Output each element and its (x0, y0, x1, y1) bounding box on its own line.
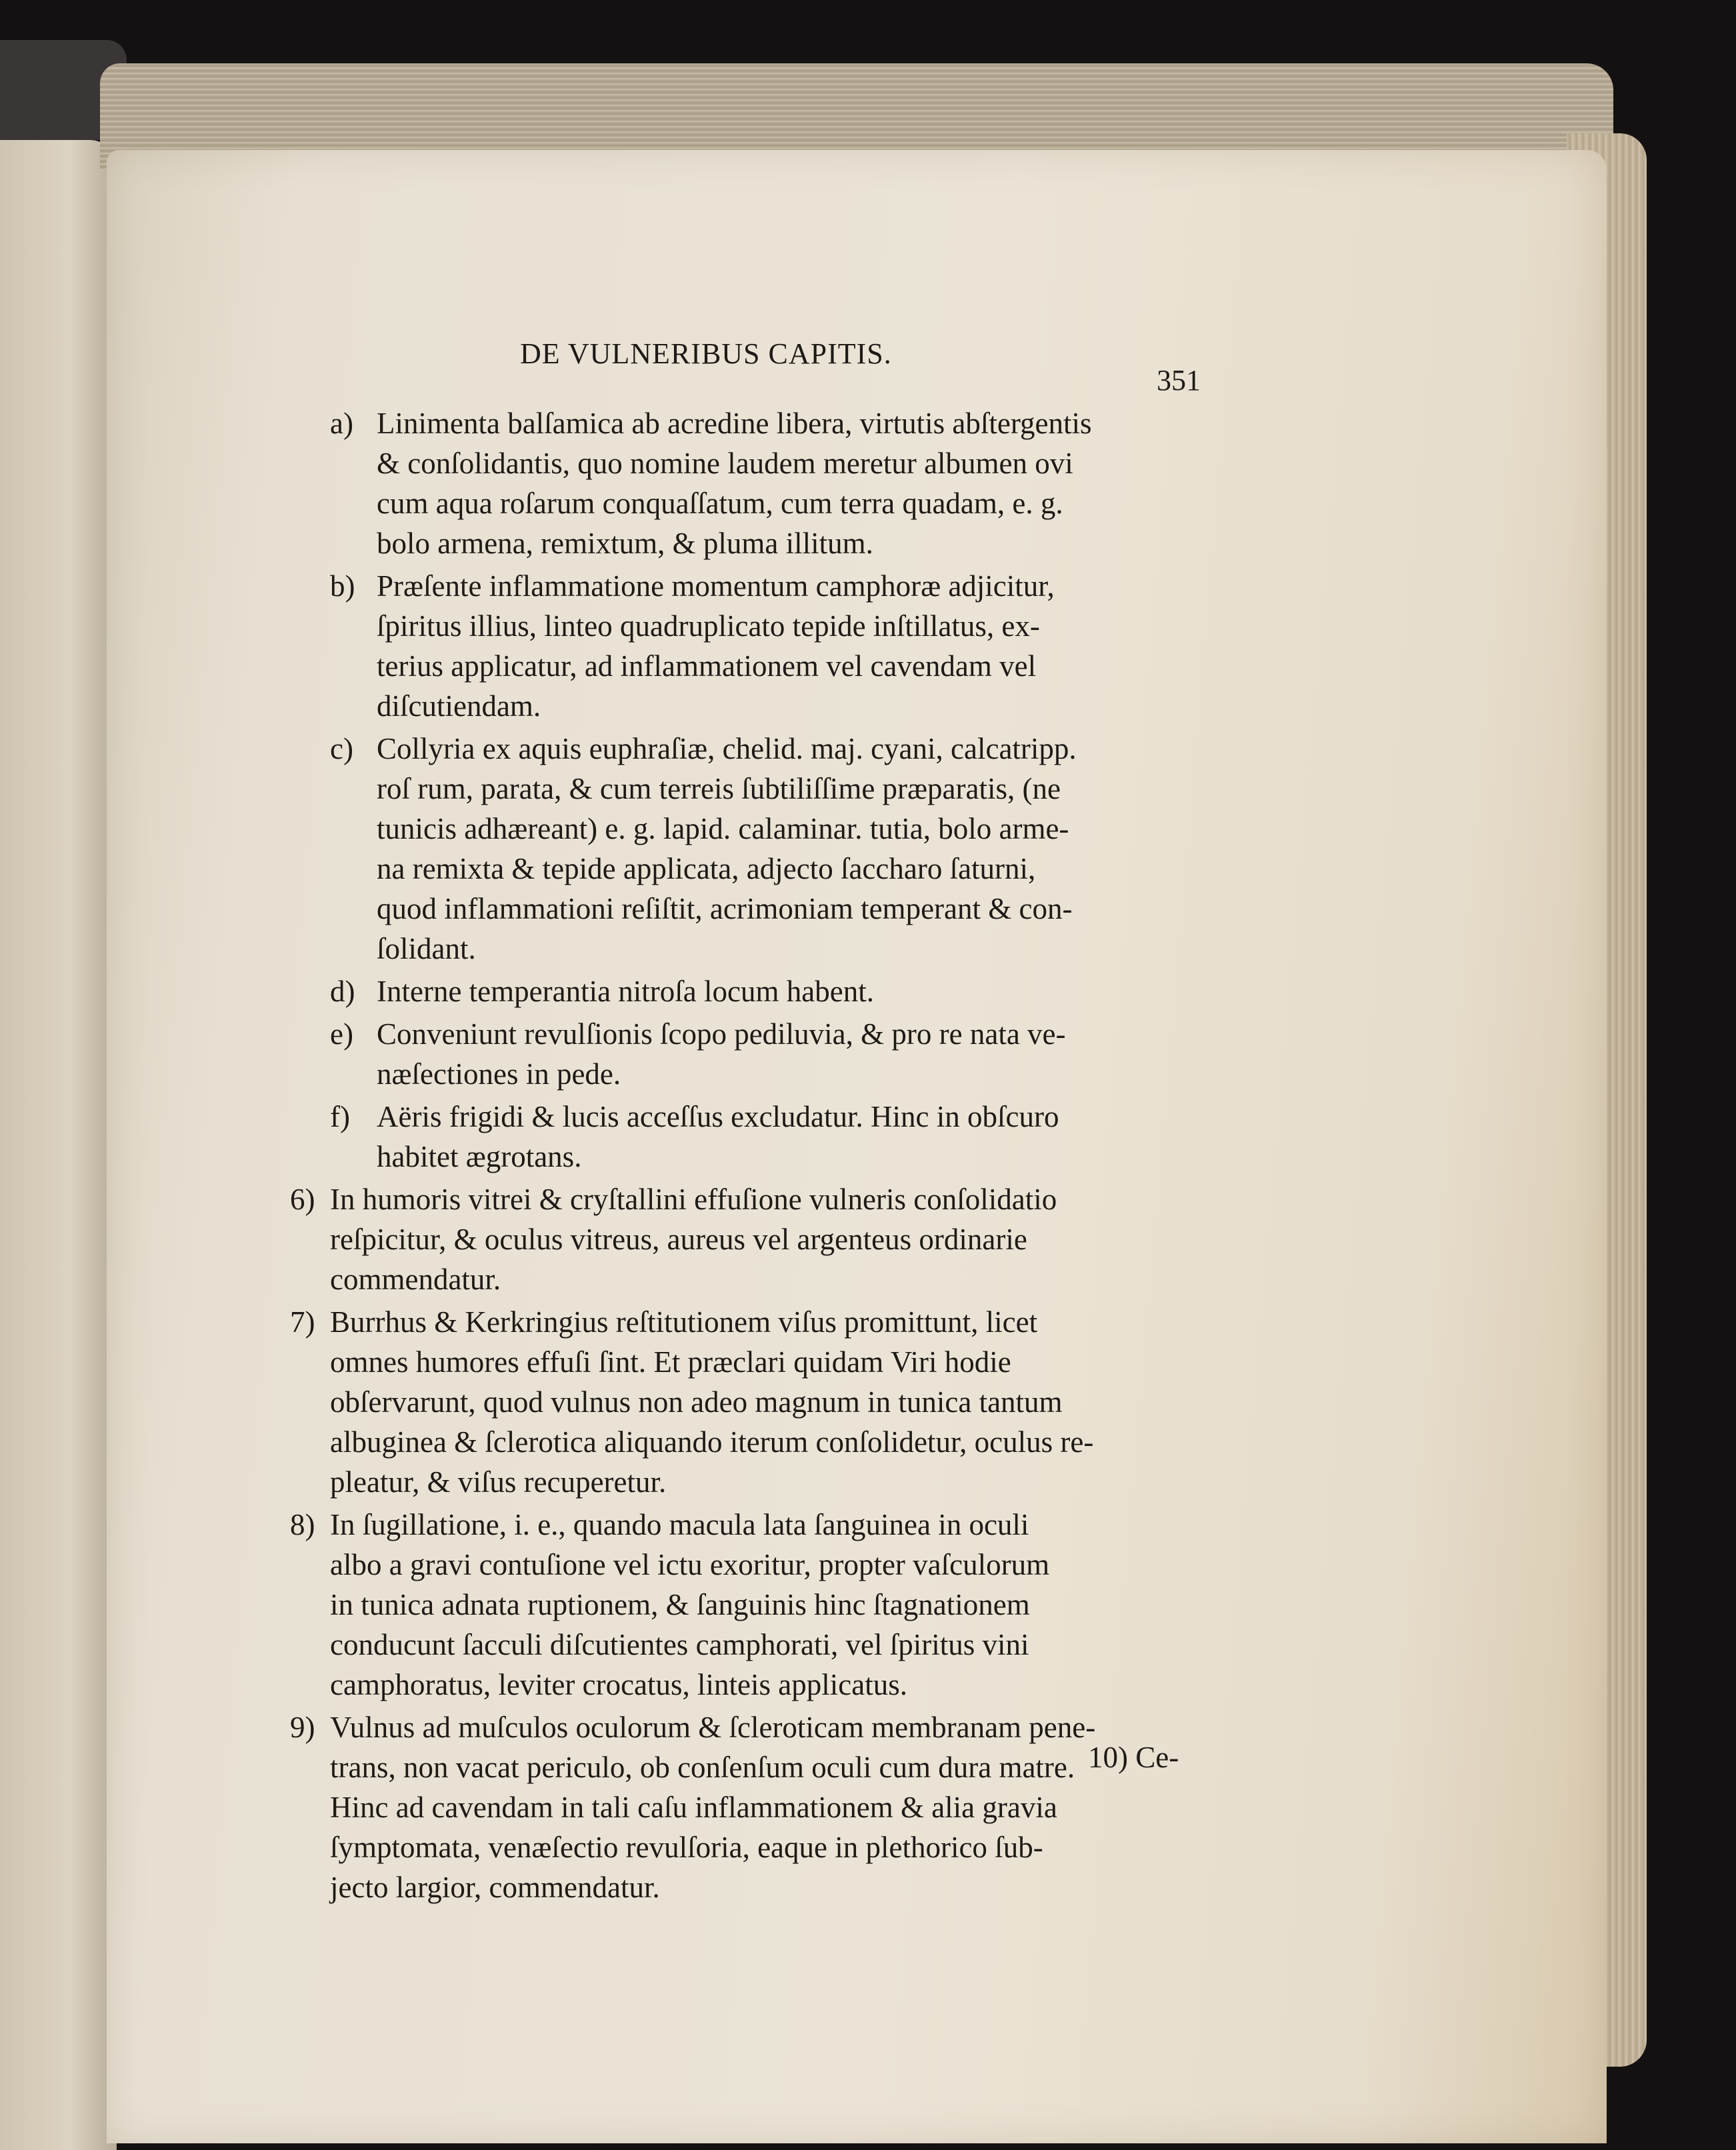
text-line: in tunica adnata ruptionem, & ſanguinis hinc ſtagnationem (330, 1588, 1030, 1621)
paragraph-label: 8) (290, 1508, 315, 1541)
paragraph-label: e) (330, 1017, 353, 1051)
page-number: 351 (1157, 364, 1201, 397)
text-line: Interne temperantia nitroſa locum habent. (377, 975, 874, 1008)
text-line: diſcutiendam. (377, 689, 541, 723)
lettered-paragraph (330, 729, 1217, 969)
text-line: commendatur. (330, 1263, 501, 1296)
text-line: Burrhus & Kerkringius reſtitutionem viſus promittunt, licet (330, 1305, 1038, 1339)
lettered-paragraph (330, 971, 1217, 1011)
text-line: ſymptomata, venæſectio revulſoria, eaque in plethorico ſub- (330, 1831, 1043, 1864)
text-line: terius applicatur, ad inflammationem vel cavendam vel (377, 649, 1037, 683)
text-line: habitet ægrotans. (377, 1140, 582, 1173)
text-line: Aëris frigidi & lucis acceſſus excludatur. Hinc in obſcuro (377, 1100, 1059, 1133)
lettered-paragraph (330, 403, 1217, 563)
text-line: omnes humores effuſi ſint. Et præclari quidam Viri hodie (330, 1345, 1011, 1379)
text-line: tunicis adhæreant) e. g. lapid. calaminar. tutia, bolo arme- (377, 812, 1069, 845)
lettered-paragraph (330, 1097, 1217, 1177)
text-line: In ſugillatione, i. e., quando macula lata ſanguinea in oculi (330, 1508, 1029, 1541)
left-page (0, 140, 117, 2150)
paragraph-text (377, 729, 1217, 969)
numbered-paragraph (290, 1707, 1217, 1907)
paragraph-label: b) (330, 569, 355, 603)
text-line: roſ rum, parata, & cum terreis ſubtiliſſime præparatis, (ne (377, 772, 1061, 805)
text-line: ſpiritus illius, linteo quadruplicato tepide inſtillatus, ex- (377, 609, 1040, 643)
text-line: In humoris vitrei & cryſtallini effuſione vulneris conſolidatio (330, 1183, 1057, 1216)
text-line: Linimenta balſamica ab acredine libera, virtutis abſtergentis (377, 407, 1092, 440)
catchword: 10) Ce- (1088, 1741, 1179, 1774)
paragraph-text (330, 1302, 1217, 1502)
text-line: quod inflammationi reſiſtit, acrimoniam temperant & con- (377, 892, 1073, 925)
paragraph-label: c) (330, 732, 353, 765)
paragraph-label: 6) (290, 1183, 315, 1216)
text-line: Vulnus ad muſculos oculorum & ſcleroticam membranam pene- (330, 1711, 1096, 1744)
paragraph-label: 7) (290, 1305, 315, 1339)
paragraph-text (377, 403, 1217, 563)
text-line: Præſente inflammatione momentum camphoræ adjicitur, (377, 569, 1055, 603)
paragraph-label: d) (330, 975, 355, 1008)
text-line: næſectiones in pede. (377, 1057, 621, 1091)
text-line: Conveniunt revulſionis ſcopo pediluvia, & pro re nata ve- (377, 1017, 1066, 1051)
text-line: jecto largior, commendatur. (330, 1871, 660, 1904)
text-line: bolo armena, remixtum, & pluma illitum. (377, 527, 873, 560)
text-line: ſolidant. (377, 932, 476, 965)
lettered-paragraph (330, 566, 1217, 726)
lettered-paragraph (330, 1014, 1217, 1094)
text-line: Collyria ex aquis euphraſiæ, chelid. maj. cyani, calcatripp. (377, 732, 1077, 765)
paragraph-text (377, 1097, 1217, 1177)
text-line: Hinc ad cavendam in tali caſu inflammationem & alia gravia (330, 1791, 1057, 1824)
paragraph-text (330, 1179, 1217, 1299)
page-body (290, 403, 1217, 1910)
text-line: pleatur, & viſus recuperetur. (330, 1465, 667, 1499)
text-line: na remixta & tepide applicata, adjecto ſaccharo ſaturni, (377, 852, 1036, 885)
text-line: cum aqua roſarum conquaſſatum, cum terra quadam, e. g. (377, 487, 1063, 520)
paragraph-label: f) (330, 1100, 350, 1133)
paragraph-text (377, 566, 1217, 726)
text-line: reſpicitur, & oculus vitreus, aureus vel argenteus ordinarie (330, 1223, 1027, 1256)
text-line: camphoratus, leviter crocatus, linteis applicatus. (330, 1668, 907, 1701)
text-line: albo a gravi contuſione vel ictu exoritur, propter vaſculorum (330, 1548, 1050, 1581)
paragraph-text (330, 1505, 1217, 1705)
paragraph-text (377, 971, 1217, 1011)
text-line: conducunt ſacculi diſcutientes camphorati, vel ſpiritus vini (330, 1628, 1029, 1661)
running-header: DE VULNERIBUS CAPITIS. (520, 337, 892, 370)
numbered-paragraph (290, 1302, 1217, 1502)
text-line: trans, non vacat periculo, ob conſenſum oculi cum dura matre. (330, 1751, 1075, 1784)
paragraph-label: 9) (290, 1711, 315, 1744)
paragraph-text (330, 1707, 1217, 1907)
paragraph-text (377, 1014, 1217, 1094)
text-line: albuginea & ſclerotica aliquando iterum conſolidetur, oculus re- (330, 1425, 1094, 1459)
text-line: & conſolidantis, quo nomine laudem meretur albumen ovi (377, 447, 1073, 480)
paragraph-label: a) (330, 407, 353, 440)
numbered-paragraph (290, 1505, 1217, 1705)
numbered-paragraph (290, 1179, 1217, 1299)
text-line: obſervarunt, quod vulnus non adeo magnum in tunica tantum (330, 1385, 1063, 1419)
